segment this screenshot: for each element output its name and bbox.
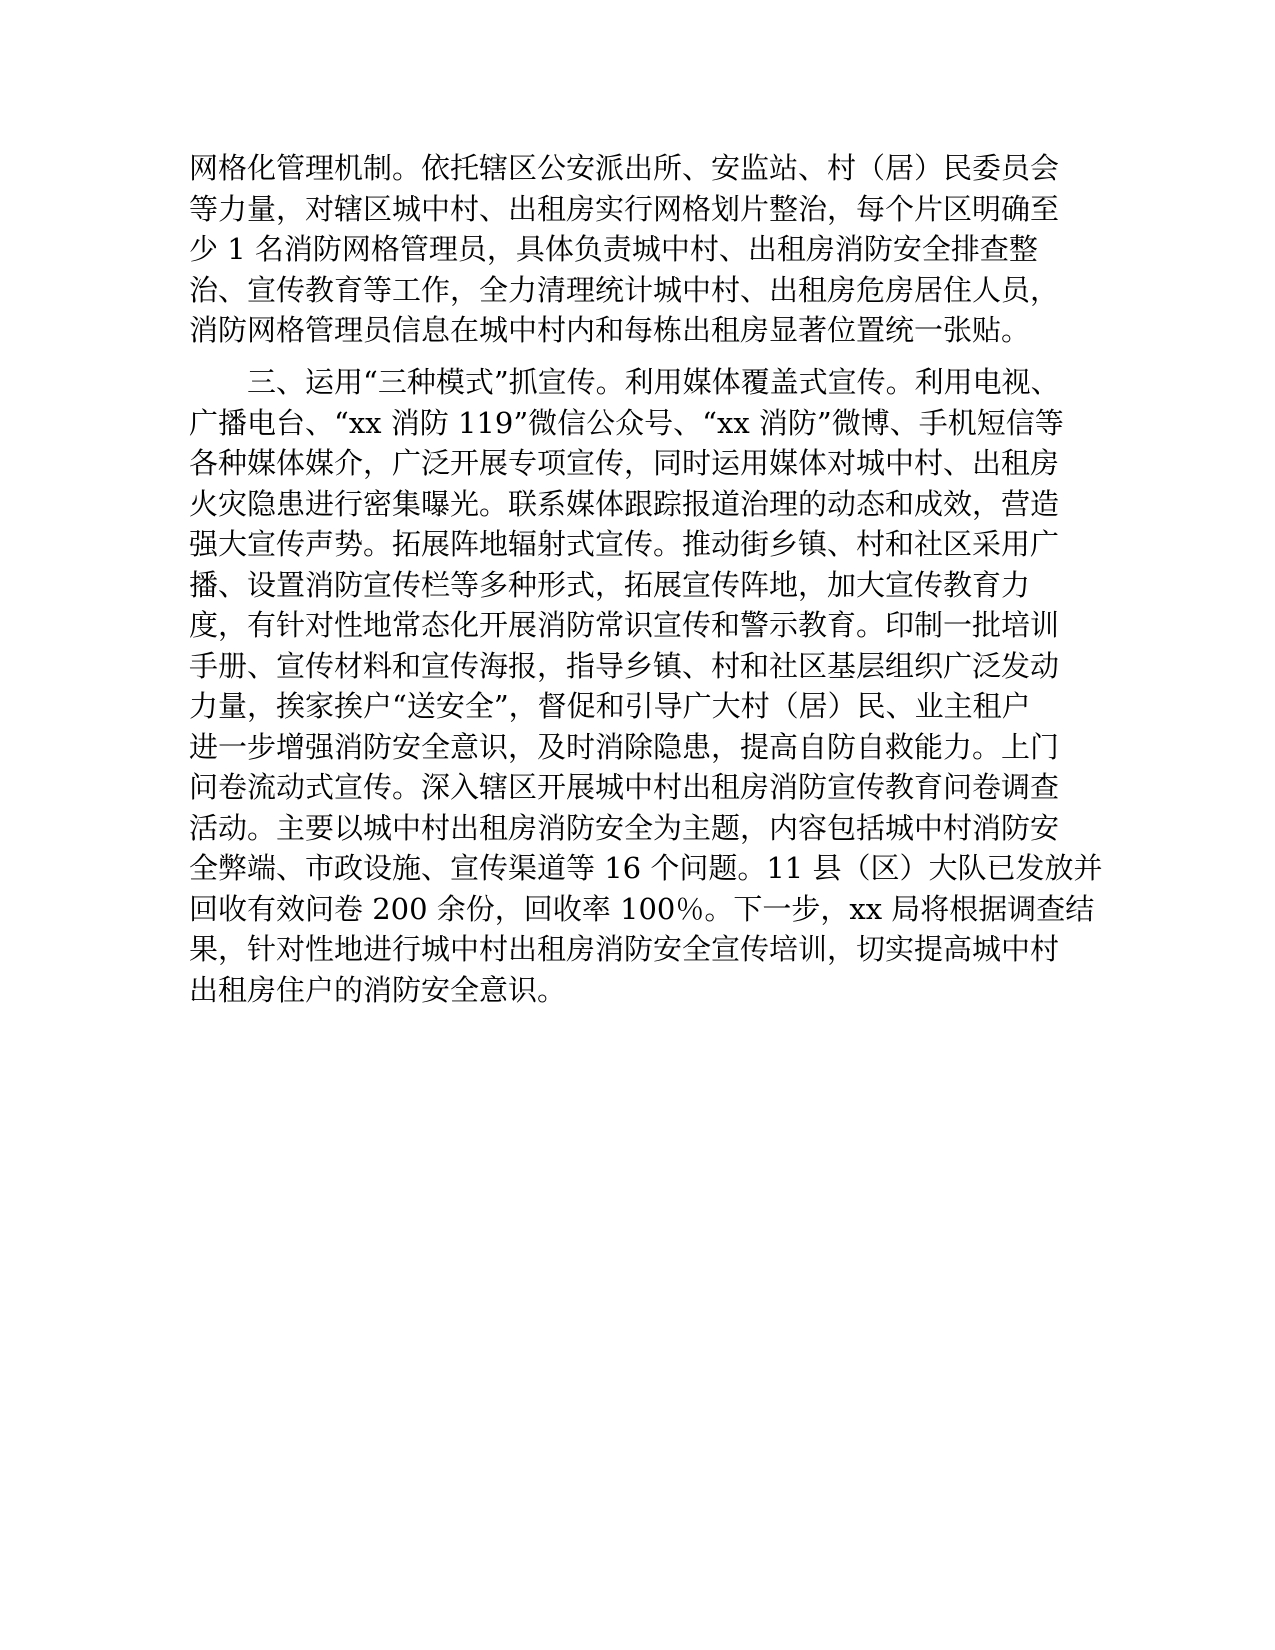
text-line: 果，针对性地进行城中村出租房消防安全宣传培训，切实提高城中村 bbox=[189, 932, 1060, 966]
text-line: 进一步增强消防安全意识，及时消除隐患，提高自防自救能力。上门 bbox=[189, 729, 1060, 764]
text-line: 各种媒体媒介，广泛开展专项宣传，同时运用媒体对城中村、出租房 bbox=[189, 446, 1060, 480]
text-line: 治、宣传教育等工作，全力清理统计城中村、出租房危房居住人员， bbox=[189, 272, 1060, 307]
text-line: 三、运用“三种模式”抓宣传。利用媒体覆盖式宣传。利用电视、 bbox=[189, 365, 1060, 399]
text-line: 回收有效问卷 200 余份，回收率 100％。下一步，xx 局将根据调查结 bbox=[189, 891, 1095, 926]
text-line: 活动。主要以城中村出租房消防安全为主题，内容包括城中村消防安 bbox=[189, 810, 1060, 845]
text-line: 全弊端、市政设施、宣传渠道等 16 个问题。11 县（区）大队已发放并 bbox=[189, 851, 1103, 885]
text-line: 出租房住户的消防安全意识。 bbox=[189, 972, 567, 1007]
text-line: 消防网格管理员信息在城中村内和每栋出租房显著位置统一张贴。 bbox=[189, 313, 1031, 347]
paragraph-grid-management bbox=[189, 148, 1089, 351]
text-line: 等力量，对辖区城中村、出租房实行网格划片整治，每个片区明确至 bbox=[189, 191, 1060, 226]
text-line: 力量，挨家挨户“送安全”，督促和引导广大村（居）民、业主租户 bbox=[189, 689, 1031, 723]
text-line: 少 1 名消防网格管理员，具体负责城中村、出租房消防安全排查整 bbox=[189, 232, 1038, 266]
text-line: 问卷流动式宣传。深入辖区开展城中村出租房消防宣传教育问卷调查 bbox=[189, 770, 1060, 804]
text-line: 度，有针对性地常态化开展消防常识宣传和警示教育。印制一批培训 bbox=[189, 608, 1060, 642]
text-line: 火灾隐患进行密集曝光。联系媒体跟踪报道治理的动态和成效，营造 bbox=[189, 486, 1060, 521]
paragraph-publicity-modes bbox=[189, 362, 1103, 1010]
text-line: 强大宣传声势。拓展阵地辐射式宣传。推动街乡镇、村和社区采用广 bbox=[189, 527, 1060, 561]
text-line: 网格化管理机制。依托辖区公安派出所、安监站、村（居）民委员会 bbox=[189, 151, 1060, 185]
text-line: 播、设置消防宣传栏等多种形式，拓展宣传阵地，加大宣传教育力 bbox=[189, 567, 1031, 602]
text-line: 广播电台、“xx 消防 119”微信公众号、“xx 消防”微博、手机短信等 bbox=[189, 405, 1064, 440]
text-line: 手册、宣传材料和宣传海报，指导乡镇、村和社区基层组织广泛发动 bbox=[189, 648, 1060, 683]
